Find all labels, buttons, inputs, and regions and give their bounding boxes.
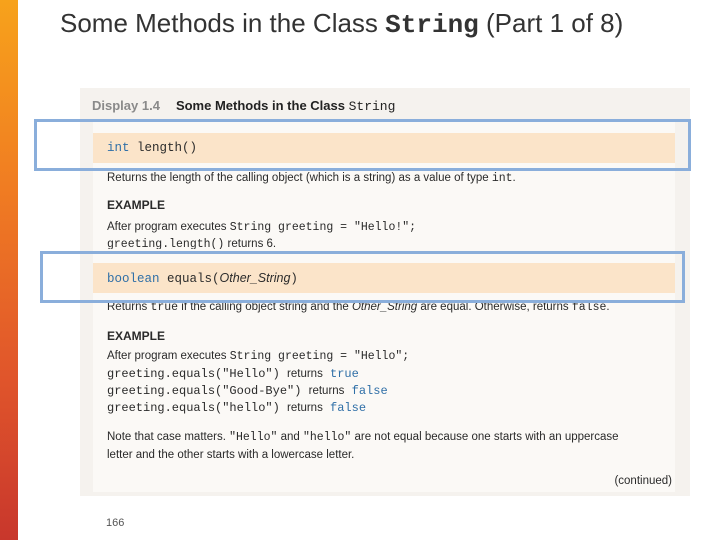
continued-label: (continued) (614, 475, 672, 487)
method-param: Other_String (219, 271, 291, 285)
method-signature: length() (137, 141, 198, 155)
highlight-box-length (34, 119, 691, 171)
method1-example-line1: After program executes String greeting = "Hello!"; (107, 221, 417, 234)
highlight-box-equals (40, 251, 685, 303)
page-number: 166 (106, 517, 125, 529)
method-name: equals( (167, 272, 220, 286)
method-row-equals: boolean equals(Other_String) (93, 263, 675, 293)
method1-example-line2: greeting.length() returns 6. (107, 238, 277, 249)
return-type: boolean (107, 272, 160, 286)
display-heading (92, 98, 395, 114)
method2-note: Note that case matters. "Hello" and "hello" are not equal because one starts with an uppercase (107, 431, 619, 444)
slide-accent-bar (0, 0, 18, 540)
display-number: Display 1.4 (92, 98, 160, 113)
method2-note-line2: letter and the other starts with a lowercase letter. (107, 449, 355, 461)
title-code: String (385, 10, 479, 40)
method1-example-label: EXAMPLE (107, 198, 166, 212)
return-type: int (107, 141, 130, 155)
display-caption: Some Methods in the Class String (175, 98, 396, 114)
slide-title (60, 8, 700, 40)
method2-example-line: greeting.equals("Good-Bye") returns false (107, 384, 388, 398)
title-part: (Part 1 of 8) (478, 8, 624, 38)
method1-description: Returns the length of the calling object (which is a string) as a value of type int. (107, 172, 516, 185)
method2-example-line: greeting.equals("hello") returns false (107, 401, 367, 415)
method2-example-label: EXAMPLE (107, 329, 166, 343)
title-text: Some Methods in the Class (60, 8, 386, 38)
method2-description: Returns true if the calling object string and the Other_String are equal. Otherwise, returns false. (107, 301, 610, 314)
method2-example-intro: After program executes String greeting = "Hello"; (107, 350, 410, 363)
method2-example-line: greeting.equals("Hello") returns true (107, 367, 359, 381)
